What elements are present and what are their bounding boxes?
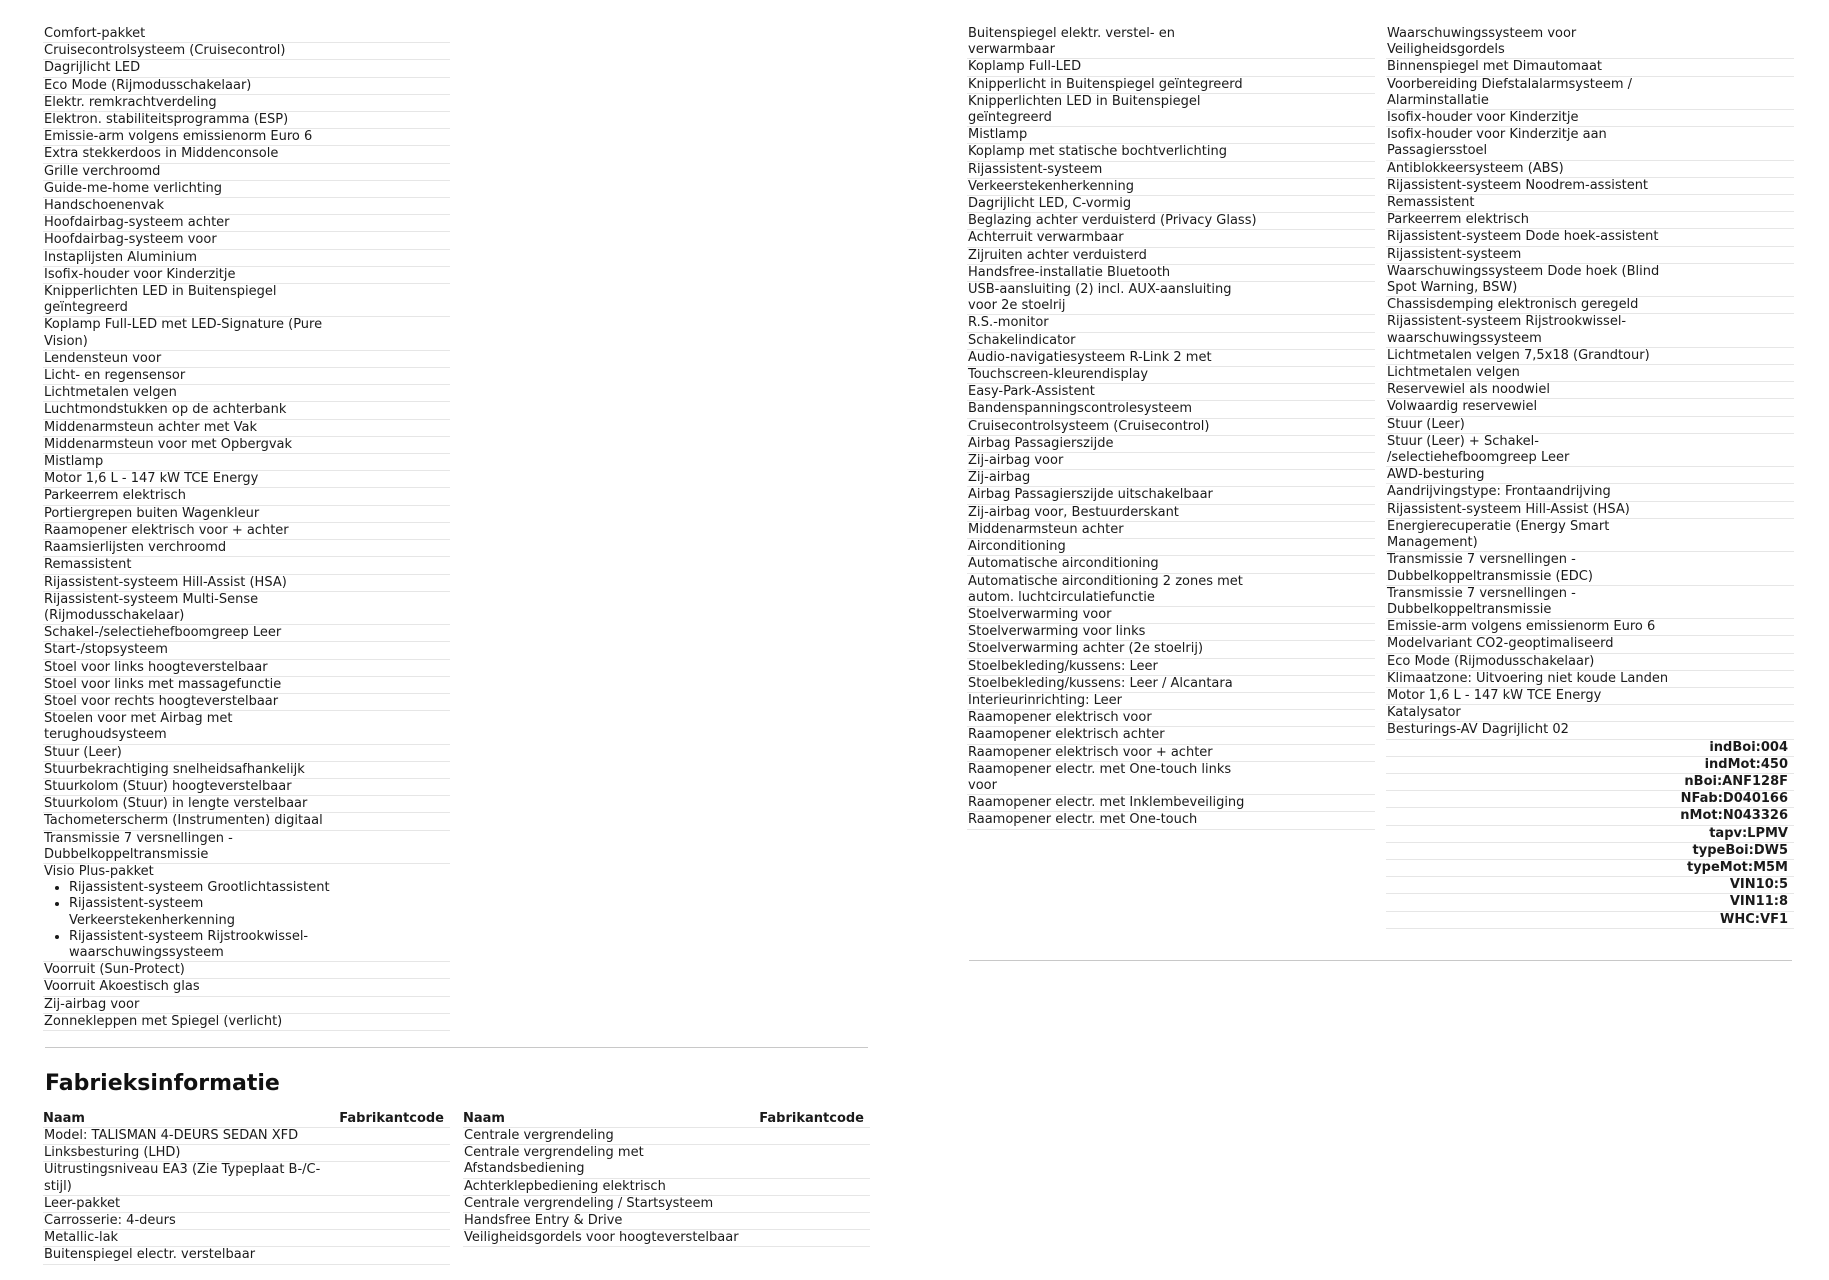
equipment-item: Stoelverwarming achter (2e stoelrij) xyxy=(967,641,1375,658)
equipment-item: Antiblokkeersysteem (ABS) xyxy=(1386,161,1794,178)
equipment-item: Koplamp Full-LED met LED-Signature (Pure Vision) xyxy=(43,317,450,350)
equipment-list-3 xyxy=(967,26,1375,830)
equipment-item: Binnenspiegel met Dimautomaat xyxy=(1386,59,1794,76)
equipment-item: Easy-Park-Assistent xyxy=(967,384,1375,401)
equipment-item: Interieurinrichting: Leer xyxy=(967,693,1375,710)
equipment-item: Guide-me-home verlichting xyxy=(43,181,450,198)
equipment-item: Elektron. stabiliteitsprogramma (ESP) xyxy=(43,112,450,129)
equipment-item: Remassistent xyxy=(43,557,450,574)
equipment-item: Voorbereiding Diefstalalarmsysteem / Alarminstallatie xyxy=(1386,77,1794,110)
factory-table-header-left xyxy=(43,1110,450,1128)
equipment-item: Schakel-/selectiehefboomgreep Leer xyxy=(43,625,450,642)
equipment-item: Stoel voor links hoogteverstelbaar xyxy=(43,660,450,677)
equipment-item: Zij-airbag xyxy=(967,470,1375,487)
equipment-item: Zij-airbag voor, Bestuurderskant xyxy=(967,505,1375,522)
equipment-item: Koplamp Full-LED xyxy=(967,59,1375,76)
code-item: NFab:D040166 xyxy=(1386,791,1794,808)
factory-item: Carrosserie: 4-deurs xyxy=(43,1213,450,1230)
visio-package xyxy=(43,864,450,962)
equipment-item: Hoofdairbag-systeem voor xyxy=(43,232,450,249)
equipment-item: Stoelbekleding/kussens: Leer / Alcantara xyxy=(967,676,1375,693)
code-item: tapv:LPMV xyxy=(1386,826,1794,843)
header-code-right: Fabrikantcode xyxy=(759,1111,864,1126)
equipment-list-1 xyxy=(43,26,450,864)
equipment-item: Voorruit Akoestisch glas xyxy=(43,979,450,996)
code-item: WHC:VF1 xyxy=(1386,912,1794,929)
equipment-item: AWD-besturing xyxy=(1386,467,1794,484)
equipment-item: Tachometerscherm (Instrumenten) digitaal xyxy=(43,813,450,830)
equipment-item: Stoelverwarming voor links xyxy=(967,624,1375,641)
code-item: VIN11:8 xyxy=(1386,894,1794,911)
header-name-left: Naam xyxy=(43,1111,85,1126)
equipment-item: Stoel voor rechts hoogteverstelbaar xyxy=(43,694,450,711)
equipment-item: Zonnekleppen met Spiegel (verlicht) xyxy=(43,1014,450,1031)
equipment-item: Reservewiel als noodwiel xyxy=(1386,382,1794,399)
factory-item: Handsfree Entry & Drive xyxy=(463,1213,870,1230)
factory-item: Leer-pakket xyxy=(43,1196,450,1213)
equipment-item: Stuurkolom (Stuur) hoogteverstelbaar xyxy=(43,779,450,796)
equipment-item: Touchscreen-kleurendisplay xyxy=(967,367,1375,384)
visio-sub-item: • Rijassistent-systeem Grootlichtassistent xyxy=(69,880,450,896)
equipment-column-3 xyxy=(967,26,1375,830)
equipment-item: Zij-airbag voor xyxy=(43,997,450,1014)
equipment-item: Klimaatzone: Uitvoering niet koude Landen xyxy=(1386,671,1794,688)
equipment-item: Voorruit (Sun-Protect) xyxy=(43,962,450,979)
equipment-item: Rijassistent-systeem Hill-Assist (HSA) xyxy=(1386,502,1794,519)
equipment-item: Rijassistent-systeem Multi-Sense (Rijmodusschakelaar) xyxy=(43,592,450,625)
factory-item: Centrale vergrendeling met Afstandsbediening xyxy=(463,1145,870,1178)
visio-package-items xyxy=(44,880,450,961)
equipment-item: Raamopener electr. met One-touch xyxy=(967,812,1375,829)
factory-item: Veiligheidsgordels voor hoogteverstelbaar xyxy=(463,1230,870,1247)
equipment-item: Raamopener electr. met Inklembeveiliging xyxy=(967,795,1375,812)
equipment-item: Airconditioning xyxy=(967,539,1375,556)
equipment-item: Remassistent xyxy=(1386,195,1794,212)
section-divider-right xyxy=(969,960,1792,961)
equipment-item: Elektr. remkrachtverdeling xyxy=(43,95,450,112)
equipment-item: Buitenspiegel elektr. verstel- en verwarmbaar xyxy=(967,26,1375,59)
equipment-item: Volwaardig reservewiel xyxy=(1386,399,1794,416)
equipment-item: Airbag Passagierszijde uitschakelbaar xyxy=(967,487,1375,504)
equipment-item: Isofix-houder voor Kinderzitje xyxy=(43,267,450,284)
equipment-item: Aandrijvingstype: Frontaandrijving xyxy=(1386,484,1794,501)
equipment-item: Start-/stopsysteem xyxy=(43,642,450,659)
equipment-item: Koplamp met statische bochtverlichting xyxy=(967,144,1375,161)
equipment-list-4 xyxy=(1386,26,1794,740)
equipment-item: Zij-airbag voor xyxy=(967,453,1375,470)
equipment-item: Isofix-houder voor Kinderzitje xyxy=(1386,110,1794,127)
factory-item: Linksbesturing (LHD) xyxy=(43,1145,450,1162)
equipment-item: Middenarmsteun achter xyxy=(967,522,1375,539)
equipment-item: Mistlamp xyxy=(967,127,1375,144)
equipment-item: Extra stekkerdoos in Middenconsole xyxy=(43,146,450,163)
equipment-item: Raamopener electr. met One-touch links voor xyxy=(967,762,1375,795)
equipment-item: Lichtmetalen velgen 7,5x18 (Grandtour) xyxy=(1386,348,1794,365)
equipment-item: Eco Mode (Rijmodusschakelaar) xyxy=(1386,654,1794,671)
equipment-item: Transmissie 7 versnellingen - Dubbelkoppeltransmissie xyxy=(43,831,450,864)
code-item: typeMot:M5M xyxy=(1386,860,1794,877)
equipment-item: Comfort-pakket xyxy=(43,26,450,43)
equipment-item: Knipperlicht in Buitenspiegel geïntegreerd xyxy=(967,77,1375,94)
equipment-item: Transmissie 7 versnellingen - Dubbelkoppeltransmissie xyxy=(1386,586,1794,619)
equipment-item: Energierecuperatie (Energy Smart Management) xyxy=(1386,519,1794,552)
code-item: indMot:450 xyxy=(1386,757,1794,774)
visio-sub-item: • Rijassistent-systeem Verkeerstekenherkenning xyxy=(69,896,450,928)
factory-table-header-right xyxy=(463,1110,870,1128)
equipment-item: Middenarmsteun voor met Opbergvak xyxy=(43,437,450,454)
code-item: VIN10:5 xyxy=(1386,877,1794,894)
equipment-item: Rijassistent-systeem Hill-Assist (HSA) xyxy=(43,575,450,592)
code-item: typeBoi:DW5 xyxy=(1386,843,1794,860)
factory-item: Centrale vergrendeling / Startsysteem xyxy=(463,1196,870,1213)
equipment-item: Parkeerrem elektrisch xyxy=(1386,212,1794,229)
equipment-list-1-tail xyxy=(43,962,450,1031)
equipment-item: Rijassistent-systeem xyxy=(1386,247,1794,264)
equipment-item: Instaplijsten Aluminium xyxy=(43,250,450,267)
equipment-item: Zijruiten achter verduisterd xyxy=(967,248,1375,265)
equipment-item: Motor 1,6 L - 147 kW TCE Energy xyxy=(1386,688,1794,705)
equipment-item: Audio-navigatiesysteem R-Link 2 met xyxy=(967,350,1375,367)
equipment-item: Raamopener elektrisch voor + achter xyxy=(43,523,450,540)
equipment-item: Rijassistent-systeem Dode hoek-assistent xyxy=(1386,229,1794,246)
visio-sub-item: • Rijassistent-systeem Rijstrookwissel- waarschuwingssysteem xyxy=(69,929,450,961)
code-item: nBoi:ANF128F xyxy=(1386,774,1794,791)
factory-item: Metallic-lak xyxy=(43,1230,450,1247)
factory-table-right xyxy=(463,1110,870,1247)
equipment-item: Handsfree-installatie Bluetooth xyxy=(967,265,1375,282)
factory-item: Centrale vergrendeling xyxy=(463,1128,870,1145)
equipment-item: Stuur (Leer) xyxy=(1386,417,1794,434)
equipment-item: Knipperlichten LED in Buitenspiegel geïntegreerd xyxy=(967,94,1375,127)
equipment-item: Stoelbekleding/kussens: Leer xyxy=(967,659,1375,676)
equipment-item: Stuurbekrachtiging snelheidsafhankelijk xyxy=(43,762,450,779)
code-list xyxy=(1386,740,1794,929)
equipment-item: Modelvariant CO2-geoptimaliseerd xyxy=(1386,636,1794,653)
equipment-item: Verkeerstekenherkenning xyxy=(967,179,1375,196)
equipment-item: Transmissie 7 versnellingen - Dubbelkoppeltransmissie (EDC) xyxy=(1386,552,1794,585)
equipment-column-1 xyxy=(43,26,450,1031)
equipment-item: Middenarmsteun achter met Vak xyxy=(43,420,450,437)
equipment-item: Automatische airconditioning xyxy=(967,556,1375,573)
equipment-item: Emissie-arm volgens emissienorm Euro 6 xyxy=(1386,619,1794,636)
equipment-item: Schakelindicator xyxy=(967,333,1375,350)
equipment-item: Isofix-houder voor Kinderzitje aan Passagiersstoel xyxy=(1386,127,1794,160)
equipment-item: Rijassistent-systeem Noodrem-assistent xyxy=(1386,178,1794,195)
equipment-item: Raamopener elektrisch voor xyxy=(967,710,1375,727)
equipment-item: Dagrijlicht LED xyxy=(43,60,450,77)
factory-item: Uitrustingsniveau EA3 (Zie Typeplaat B-/C- stijl) xyxy=(43,1162,450,1195)
equipment-item: Eco Mode (Rijmodusschakelaar) xyxy=(43,78,450,95)
equipment-item: Raamopener elektrisch achter xyxy=(967,727,1375,744)
equipment-item: Waarschuwingssysteem voor Veiligheidsgordels xyxy=(1386,26,1794,59)
factory-list-left xyxy=(43,1128,450,1265)
equipment-item: Knipperlichten LED in Buitenspiegel geïntegreerd xyxy=(43,284,450,317)
equipment-item: Stuur (Leer) xyxy=(43,745,450,762)
equipment-item: Dagrijlicht LED, C-vormig xyxy=(967,196,1375,213)
equipment-item: Stuurkolom (Stuur) in lengte verstelbaar xyxy=(43,796,450,813)
equipment-item: Stoelen voor met Airbag met terughoudsysteem xyxy=(43,711,450,744)
equipment-item: Airbag Passagierszijde xyxy=(967,436,1375,453)
equipment-item: Raamopener elektrisch voor + achter xyxy=(967,745,1375,762)
equipment-item: Luchtmondstukken op de achterbank xyxy=(43,402,450,419)
factory-item: Buitenspiegel electr. verstelbaar xyxy=(43,1247,450,1264)
equipment-item: Lichtmetalen velgen xyxy=(43,385,450,402)
equipment-item: Automatische airconditioning 2 zones met autom. luchtcirculatiefunctie xyxy=(967,574,1375,607)
visio-package-title: Visio Plus-pakket xyxy=(44,863,154,879)
equipment-item: Besturings-AV Dagrijlicht 02 xyxy=(1386,722,1794,739)
factory-item: Model: TALISMAN 4-DEURS SEDAN XFD xyxy=(43,1128,450,1145)
equipment-item: R.S.-monitor xyxy=(967,315,1375,332)
equipment-item: Achterruit verwarmbaar xyxy=(967,230,1375,247)
equipment-column-4 xyxy=(1386,26,1794,929)
factory-item: Achterklepbediening elektrisch xyxy=(463,1179,870,1196)
equipment-item: Parkeerrem elektrisch xyxy=(43,488,450,505)
equipment-item: Lendensteun voor xyxy=(43,351,450,368)
equipment-item: Stuur (Leer) + Schakel- /selectiehefboomgreep Leer xyxy=(1386,434,1794,467)
equipment-item: Handschoenenvak xyxy=(43,198,450,215)
equipment-item: Chassisdemping elektronisch geregeld xyxy=(1386,297,1794,314)
equipment-item: Emissie-arm volgens emissienorm Euro 6 xyxy=(43,129,450,146)
equipment-item: Bandenspanningscontrolesysteem xyxy=(967,401,1375,418)
equipment-item: Portiergrepen buiten Wagenkleur xyxy=(43,506,450,523)
header-name-right: Naam xyxy=(463,1111,505,1126)
header-code-left: Fabrikantcode xyxy=(339,1111,444,1126)
equipment-item: Cruisecontrolsysteem (Cruisecontrol) xyxy=(967,419,1375,436)
factory-list-right xyxy=(463,1128,870,1247)
equipment-item: Mistlamp xyxy=(43,454,450,471)
equipment-item: Stoel voor links met massagefunctie xyxy=(43,677,450,694)
equipment-item: Stoelverwarming voor xyxy=(967,607,1375,624)
equipment-item: Rijassistent-systeem Rijstrookwissel- waarschuwingssysteem xyxy=(1386,314,1794,347)
equipment-item: Waarschuwingssysteem Dode hoek (Blind Spot Warning, BSW) xyxy=(1386,264,1794,297)
code-item: nMot:N043326 xyxy=(1386,808,1794,825)
code-item: indBoi:004 xyxy=(1386,740,1794,757)
section-divider-left xyxy=(45,1047,868,1048)
equipment-item: Beglazing achter verduisterd (Privacy Glass) xyxy=(967,213,1375,230)
factory-table-left xyxy=(43,1110,450,1265)
equipment-item: Grille verchroomd xyxy=(43,164,450,181)
equipment-item: Raamsierlijsten verchroomd xyxy=(43,540,450,557)
equipment-item: Lichtmetalen velgen xyxy=(1386,365,1794,382)
equipment-item: Motor 1,6 L - 147 kW TCE Energy xyxy=(43,471,450,488)
equipment-item: Hoofdairbag-systeem achter xyxy=(43,215,450,232)
factory-info-title: Fabrieksinformatie xyxy=(45,1071,280,1096)
equipment-item: Licht- en regensensor xyxy=(43,368,450,385)
equipment-item: Rijassistent-systeem xyxy=(967,162,1375,179)
equipment-item: Cruisecontrolsysteem (Cruisecontrol) xyxy=(43,43,450,60)
equipment-item: USB-aansluiting (2) incl. AUX-aansluiting voor 2e stoelrij xyxy=(967,282,1375,315)
equipment-item: Katalysator xyxy=(1386,705,1794,722)
